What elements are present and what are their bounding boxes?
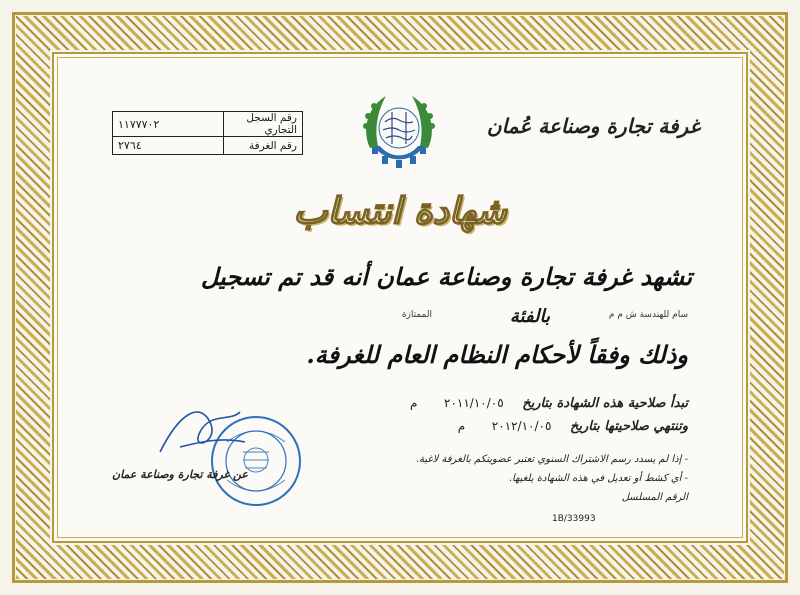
category-grade: الممتازة xyxy=(401,310,432,320)
validity-start-unit: م xyxy=(410,396,418,410)
table-row xyxy=(113,137,303,155)
registration-table xyxy=(112,111,303,155)
signature-icon xyxy=(150,392,260,472)
chamber-number-value: ٢٧٦٤ xyxy=(113,137,224,155)
validity-end-date: ٢٠١٢/١٠/٠٥ xyxy=(491,419,552,433)
signatory-title: عن غرفة تجارة وصناعة عمان xyxy=(112,468,248,481)
note-tamper: - أي كشط أو تعديل في هذه الشهادة يلغيها. xyxy=(508,473,688,484)
table-row xyxy=(113,112,303,137)
registration-number-label: رقم السجل التجاري xyxy=(224,112,303,137)
certificate-statement-continued: وذلك وفقاً لأحكام النظام العام للغرفة. xyxy=(306,340,688,369)
validity-end-label: وتنتهي صلاحيتها بتاريخ xyxy=(569,419,688,434)
category-row xyxy=(108,306,688,336)
validity-start-label: تبدأ صلاحية هذه الشهادة بتاريخ xyxy=(522,396,688,411)
note-fee: - إذا لم يسدد رسم الاشتراك السنوي تعتبر عضويتكم بالغرفة لاغية. xyxy=(415,454,688,465)
serial-label: الرقم المسلسل xyxy=(621,492,688,503)
notes-section xyxy=(416,450,688,507)
registration-number-value: ١١٧٧٧٠٢ xyxy=(113,112,224,137)
certificate-statement: تشهد غرفة تجارة وصناعة عمان أنه قد تم تسجيل xyxy=(200,262,692,291)
category-label: بالفئة xyxy=(509,306,550,327)
validity-start-date: ٢٠١١/١٠/٠٥ xyxy=(444,396,504,410)
chamber-number-label: رقم الغرفة xyxy=(224,137,303,155)
validity-end xyxy=(410,415,688,438)
validity-start xyxy=(410,392,688,415)
serial-number: 1B/33993 xyxy=(552,514,596,524)
validity-section xyxy=(410,392,688,438)
company-name: سام للهندسة ش م م xyxy=(608,310,688,320)
chamber-logo-icon xyxy=(352,86,446,180)
certificate-title: شهادة انتساب xyxy=(293,190,507,232)
chamber-name: غرفة تجارة وصناعة عُمان xyxy=(486,114,700,138)
validity-end-unit: م xyxy=(457,419,466,433)
